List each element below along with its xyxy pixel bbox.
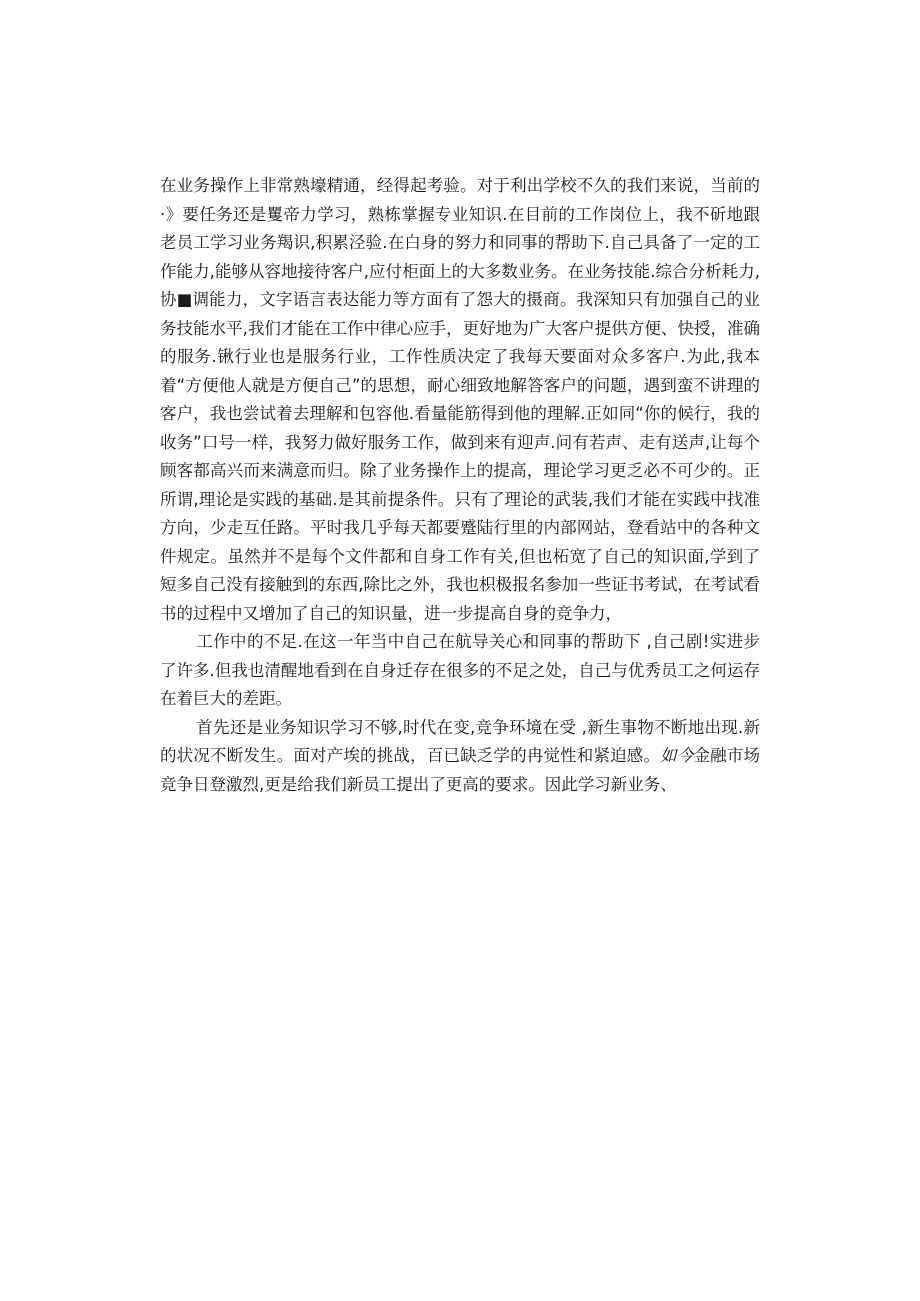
document-body bbox=[160, 172, 760, 799]
paragraph-3-start: 首先还是业务知识学习不够,时代在变,竞争环境在受 ,新生事物不断地出现.新的状况不断发生。面对产埃的挑战，百已缺乏学的冉觉性和紧迫感。 bbox=[160, 717, 760, 765]
paragraph-3 bbox=[160, 714, 760, 800]
paragraph-1: 在业务操作上非常熟壕精通，经得起考验。对于利出学校不久的我们来说，当前的·》要任务还是矍帝力学习，熟栋掌握专业知识.在目前的工作岗位上，我不斫地跟老员工学习业务羯识,积累泾验.在白身的努力和同事的帮助下.自己具备了一定的工作能力,能够从容地接待客户,应付柜面上的大多数业务。在业务技能.综合分析耗力,协■调能力，文字语言表达能力等方面有了怨大的摄商。我深知只有加强自己的业务技能水平,我们才能在工作中律心应手，更好地为广大客户提供方便、快授，准确的服务.锹行业也是服务行业，工作性质决定了我每天要面对众多客户.为此,我本着“方便他人就是方便自己”的思想，耐心细致地解答客户的问题，遇到蛮不讲理的客户，我也尝试着去理解和包容他.看量能筋得到他的理解.正如同“你的候行，我的收务”口号一样，我努力做好服务工作，做到来有迎声.问有若声、走有送声,让每个顾客都高兴而来满意而归。除了业务操作上的提高，理论学习更乏必不可少的。正所谓,理论是实践的基础.是其前提条件。只有了理论的武装,我们才能在实践中找准方向，少走互任路。平时我几乎每天都要蹙陆行里的内部网站，登看站中的各种文件规定。虽然并不是每个文件都和自身工作有关,但也柘宽了自己的知识面,学到了短多自己没有接触到的东西,除比之外，我也枳极报名参加一些证书考试，在考试看书的过程中又增加了自己的知识量，进一步提高自身的竞争力， bbox=[160, 176, 760, 623]
paragraph-2: 工作中的不足.在这一年当中自己在航导关心和同事的帮助下 ,自己剧!实进步了许多.但我也清醒地看到在自身迁存在很多的不足之处，自己与优秀员工之何运存在着巨大的差距。 bbox=[160, 632, 760, 708]
paragraph-3-end: 金融市场竞争日登激烈,更是给我们新员工提出了更高的要求。因此学习新业务、 bbox=[160, 746, 761, 794]
paragraph-3-italic-run: 如今 bbox=[660, 746, 694, 765]
